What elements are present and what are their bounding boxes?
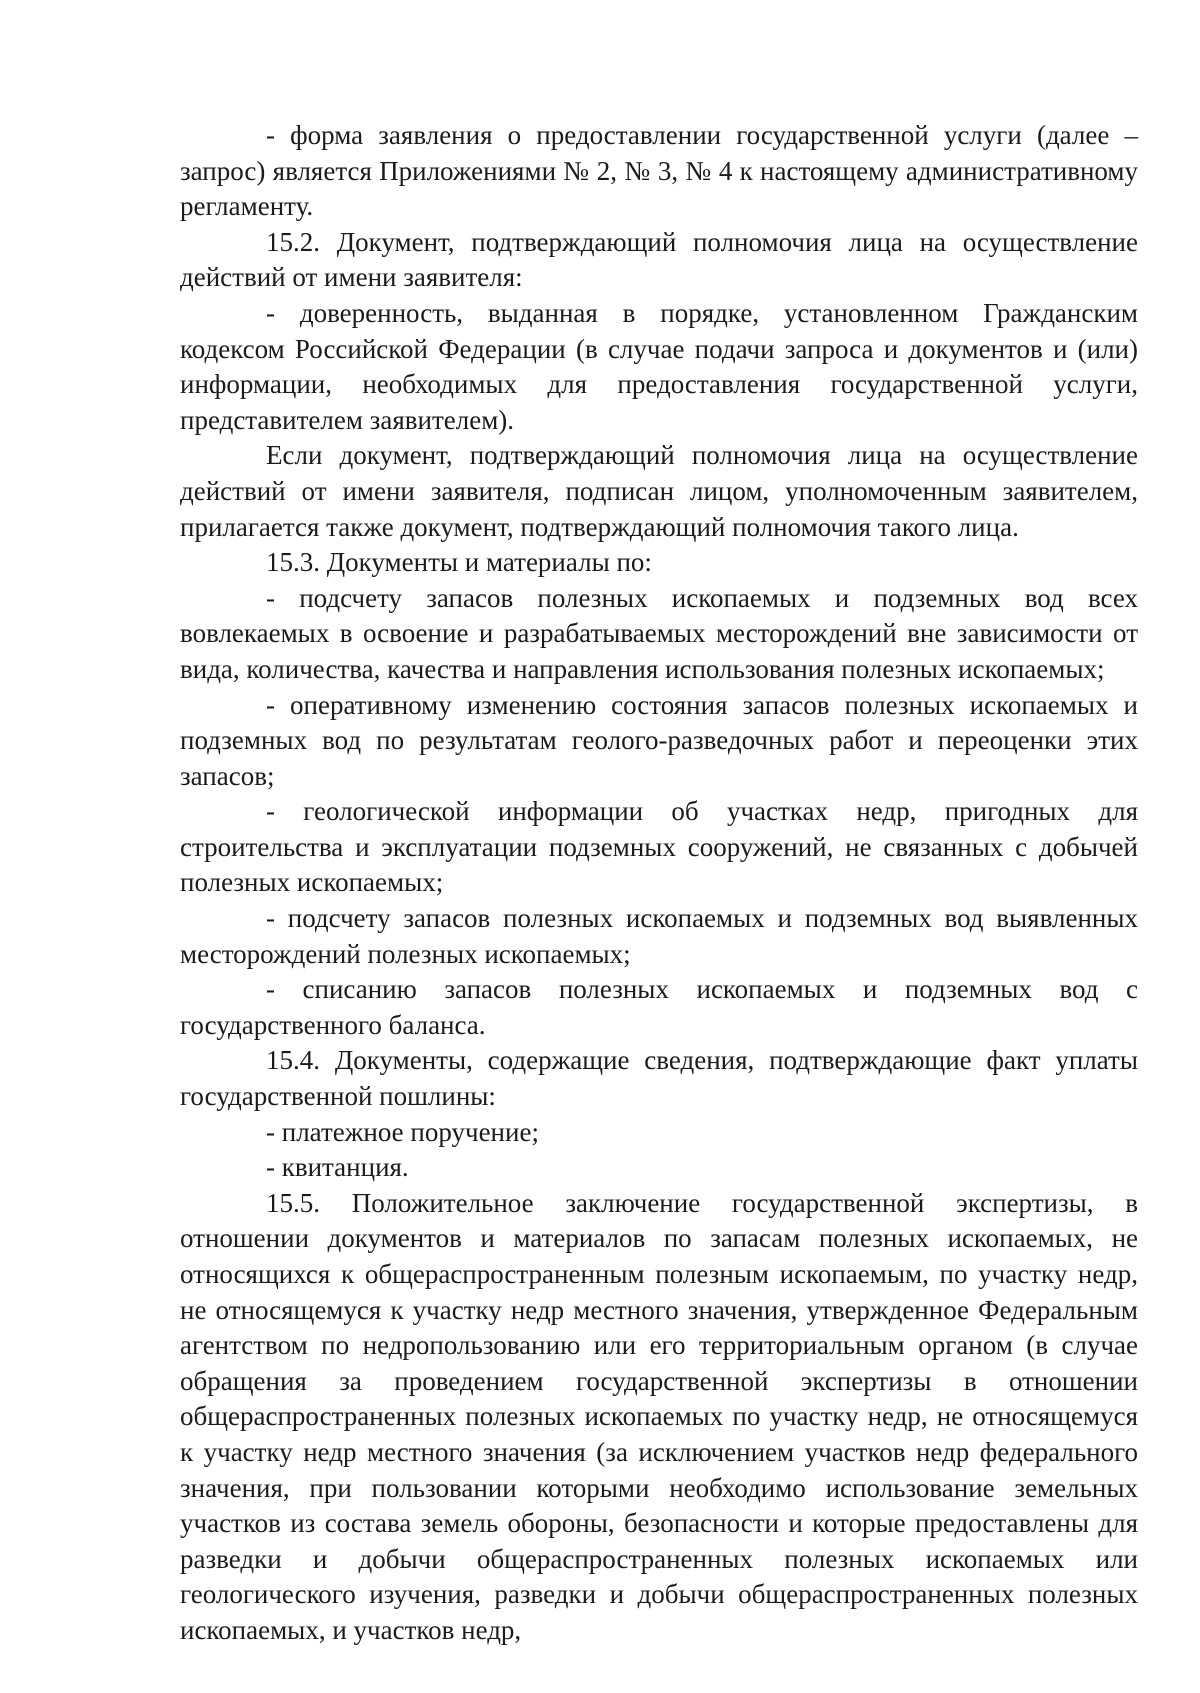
paragraph-application-form: - форма заявления о предоставлении государственной услуги (далее – запрос) является Приложениями № 2, № 3, № 4 к настоящему административному регламенту. [180,120,1138,222]
list-item-write-off: - списанию запасов полезных ископаемых и подземных вод с государственного баланса. [180,974,1138,1040]
paragraph-15-5: 15.5. Положительное заключение государственной экспертизы, в отношении документов и материалов по запасам полезных ископаемых, не относящихся к общераспространенным полезным ископаемым, по участку недр, не относящемуся к участку недр местного значения, утвержденное Федеральным агентством по недропользованию или его территориальным органом (в случае обращения за проведением государственной экспертизы в отношении общераспространенных полезных ископаемых по участку недр, не относящемуся к участку недр местного значения (за исключением участков недр федерального значения, при пользовании которыми необходимо использование земельных участков из состава земель обороны, безопасности и которые предоставлены для разведки и добычи общераспространенных полезных ископаемых или геологического изучения, разведки и добычи общераспространенных полезных ископаемых, и участков недр, [180,1187,1138,1645]
list-item-reserves-count: - подсчету запасов полезных ископаемых и подземных вод всех вовлекаемых в освоение и разрабатываемых месторождений вне зависимости от вида, количества, качества и направления использования полезных ископаемых; [180,582,1138,684]
list-item-operative-change: - оперативному изменению состояния запасов полезных ископаемых и подземных вод по результатам геолого-разведочных работ и переоценки этих запасов; [180,689,1138,791]
paragraph-15-3: 15.3. Документы и материалы по: [266,547,652,578]
document-body [180,118,1138,1649]
list-item-receipt: - квитанция. [266,1152,409,1183]
paragraph-15-4: 15.4. Документы, содержащие сведения, подтверждающие факт уплаты государственной пошлины: [180,1045,1138,1112]
paragraph-15-2: 15.2. Документ, подтверждающий полномочия лица на осуществление действий от имени заявителя: [180,226,1138,293]
paragraph-power-of-attorney: - доверенность, выданная в порядке, установленном Гражданским кодексом Российской Федерации (в случае подачи запроса и документов и (или) информации, необходимых для предоставления государственной услуги, представителем заявителем). [180,297,1138,435]
list-item-geological-info: - геологической информации об участках недр, пригодных для строительства и эксплуатации подземных сооружений, не связанных с добычей полезных ископаемых; [180,796,1138,898]
list-item-payment-order: - платежное поручение; [266,1116,539,1147]
list-item-discovered-deposits: - подсчету запасов полезных ископаемых и подземных вод выявленных месторождений полезных ископаемых; [180,903,1138,969]
paragraph-authorized-person: Если документ, подтверждающий полномочия лица на осуществление действий от имени заявителя, подписан лицом, уполномоченным заявителем, прилагается также документ, подтверждающий полномочия такого лица. [180,440,1138,542]
